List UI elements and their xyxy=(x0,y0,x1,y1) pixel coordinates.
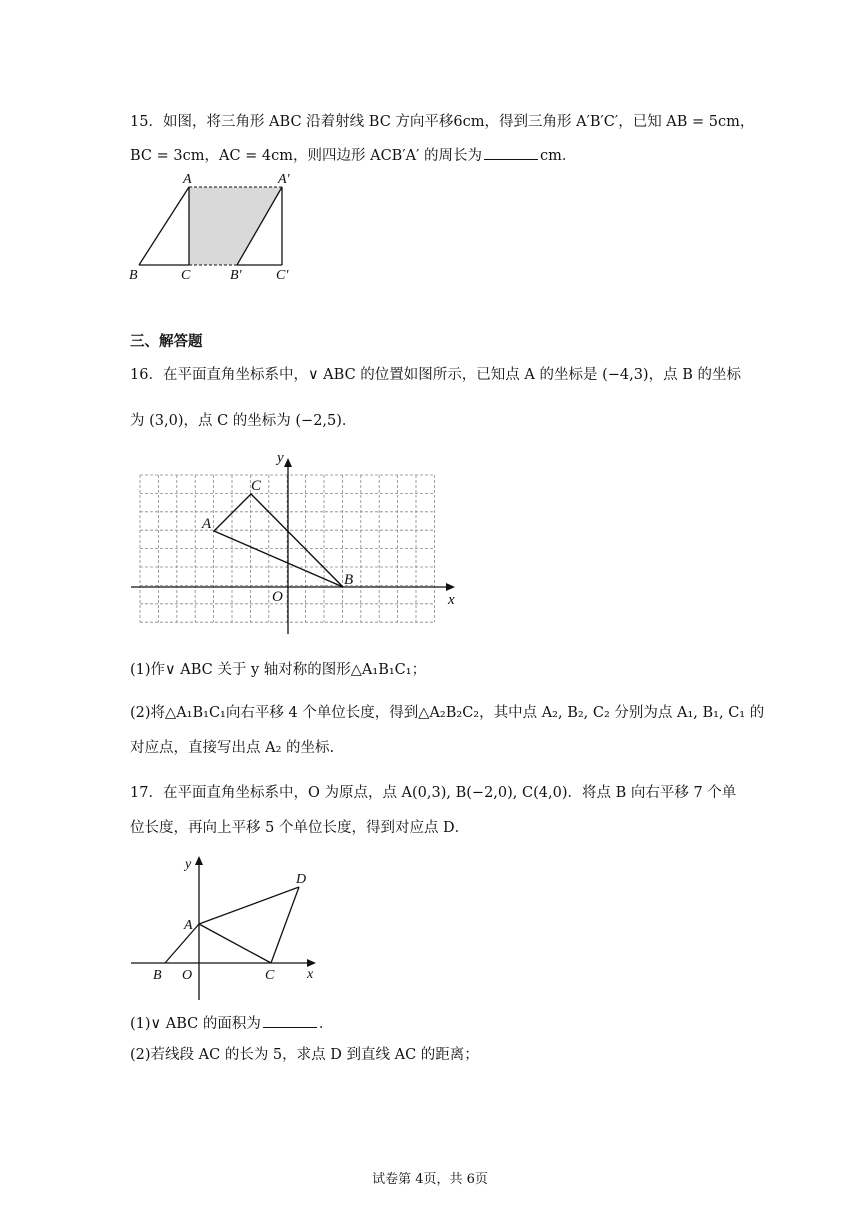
q17-part1-end: ． xyxy=(318,1016,334,1032)
label-B: B xyxy=(153,968,162,983)
segment-AD xyxy=(199,887,299,924)
label-O: O xyxy=(182,968,193,983)
x-axis-arrow xyxy=(446,583,455,591)
segment-DC xyxy=(271,887,299,963)
q16-grid xyxy=(140,475,434,622)
q16-coordinate-figure xyxy=(125,452,465,642)
label-y: y xyxy=(277,450,284,466)
segment-BA xyxy=(165,924,199,963)
label-A: A xyxy=(202,516,212,532)
q17-line1: 17．在平面直角坐标系中，O 为原点，点 A(0,3), B(−2,0), C(4,0)．将点 B 向右平移 7 个单 xyxy=(130,785,737,801)
q15-line2 xyxy=(130,145,576,166)
q15-figure xyxy=(125,170,305,285)
q15-line2-text: BC = 3cm，AC = 4cm，则四边形 ACB′A′ 的周长为 xyxy=(130,148,483,164)
label-C: C xyxy=(181,268,191,283)
page-footer: 试卷第 4页，共 6页 xyxy=(372,1172,488,1187)
label-C: C xyxy=(251,478,262,494)
y-axis-arrow xyxy=(284,458,292,467)
q15-answer-blank xyxy=(484,145,538,160)
shaded-quadrilateral xyxy=(189,187,282,265)
q17-part1 xyxy=(130,1013,333,1034)
section-heading: 三、解答题 xyxy=(130,333,203,350)
q16-part2-line2: 对应点，直接写出点 A₂ 的坐标. xyxy=(130,740,335,756)
q17-answer-blank xyxy=(263,1013,317,1028)
label-A: A xyxy=(184,918,193,933)
y-axis-arrow xyxy=(195,856,203,865)
q16-line2: 为 (3,0)，点 C 的坐标为 (−2,5)． xyxy=(130,413,357,429)
label-B-prime: B′ xyxy=(230,268,242,283)
q16-part2-line1: (2)将△A₁B₁C₁向右平移 4 个单位长度，得到△A₂B₂C₂，其中点 A₂, B₂, C₂ 分别为点 A₁, B₁, C₁ 的 xyxy=(130,705,765,721)
q17-coordinate-figure xyxy=(125,852,325,1002)
label-x: x xyxy=(448,592,455,608)
label-B: B xyxy=(344,572,354,588)
q16-line1: 16．在平面直角坐标系中，∨ ABC 的位置如图所示，已知点 A 的坐标是 (−4,3)，点 B 的坐标 xyxy=(130,367,741,383)
label-y: y xyxy=(185,857,192,872)
label-D: D xyxy=(296,872,307,887)
x-axis-arrow xyxy=(307,959,316,967)
segment-BA xyxy=(139,187,189,265)
label-A-prime: A′ xyxy=(278,172,290,187)
q15-line1: 15．如图，将三角形 ABC 沿着射线 BC 方向平移6cm，得到三角形 A′B′C′，已知 AB = 5cm， xyxy=(130,114,755,130)
label-C: C xyxy=(265,968,275,983)
q17-part1-text: (1)∨ ABC 的面积为 xyxy=(130,1016,261,1032)
label-B: B xyxy=(129,268,138,283)
q16-part1: (1)作∨ ABC 关于 y 轴对称的图形△A₁B₁C₁； xyxy=(130,662,427,678)
q17-line2: 位长度，再向上平移 5 个单位长度，得到对应点 D． xyxy=(130,820,470,836)
label-x: x xyxy=(307,967,314,982)
q15-line2-unit: cm． xyxy=(540,148,577,164)
segment-AC xyxy=(199,924,271,963)
label-A: A xyxy=(183,172,192,187)
label-C-prime: C′ xyxy=(276,268,289,283)
q17-part2: (2)若线段 AC 的长为 5，求点 D 到直线 AC 的距离； xyxy=(130,1047,479,1063)
label-O: O xyxy=(272,589,283,605)
